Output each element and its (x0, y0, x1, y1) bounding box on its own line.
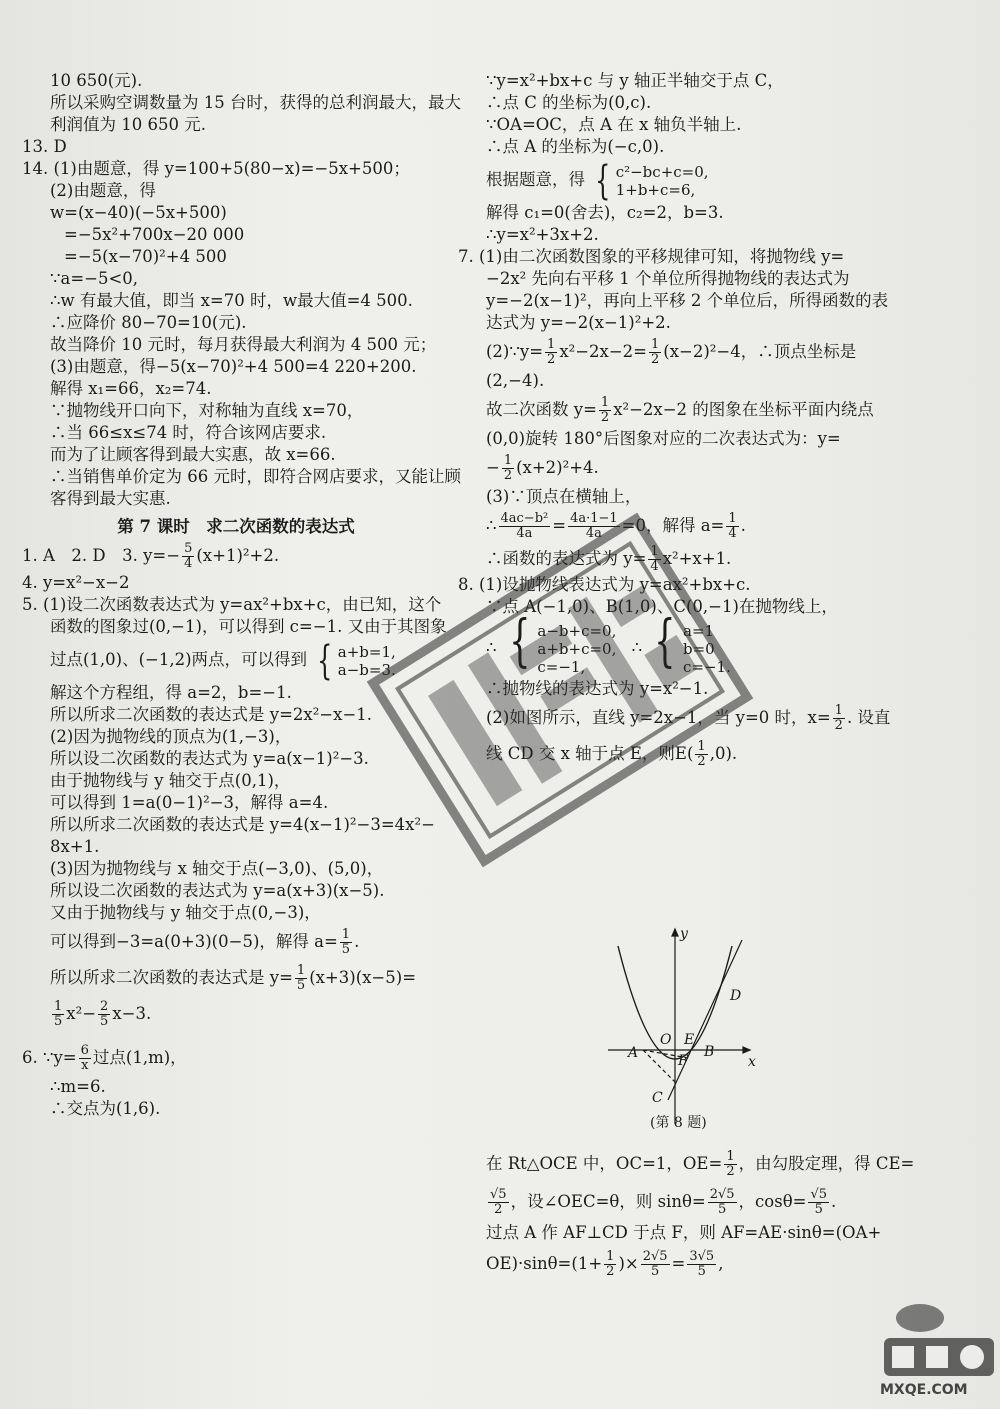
text-line: ∴y=x²+3x+2. (486, 225, 599, 244)
text-line: 利润值为 10 650 元. (50, 115, 206, 134)
left-column (22, 70, 461, 1120)
answer-8: 8. (1)设抛物线表达式为 y=ax²+bx+c. (458, 575, 751, 594)
answer-6: 6. ∵y= $\frac{6}{x}$ 过点(1,m)， (22, 1043, 187, 1073)
equation-line: w=(x−40)(−5x+500) (50, 203, 227, 222)
text-line: − $\frac{1}{2}$ (x+2)²+4. (486, 453, 599, 483)
line-cd (668, 940, 742, 1100)
equation-system: { c²−bc+c=0, 1+b+c=6, (595, 157, 709, 204)
label-e: E (684, 1032, 695, 1048)
text-line: (2,−4). (486, 371, 545, 390)
text-line: 所以采购空调数量为 15 台时，获得的总利润最大，最大 (50, 93, 461, 112)
label-a: A (628, 1045, 639, 1061)
text-line: ∴点 C 的坐标为(0,c). (486, 93, 652, 112)
text-line: 所以所求二次函数的表达式是 y=2x²−x−1. (50, 705, 373, 724)
label-d: D (730, 988, 742, 1004)
text-line: 所以设二次函数的表达式为 y=a(x−1)²−3. (50, 749, 369, 768)
text-line: 又由于抛物线与 y 轴交于点(0,−3)， (50, 903, 321, 922)
equation-line: =−5x²+700x−20 000 (64, 225, 245, 244)
text-line: 所以设二次函数的表达式为 y=a(x+3)(x−5). (50, 881, 385, 900)
text-line: (2)∵y= $\frac{1}{2}$ x²−2x−2= $\frac{1}{2}$ (x−2)²−4，∴顶点坐标是 (486, 337, 857, 367)
text-line: ∴点 A 的坐标为(−c,0). (486, 137, 665, 156)
text-line: 解得 x₁=66，x₂=74. (50, 379, 212, 398)
text-line: 所以所求二次函数的表达式是 y= $\frac{1}{5}$ (x+3)(x−5)= (50, 963, 417, 993)
text-line: 10 650(元). (50, 71, 143, 90)
text-line: (0,0)旋转 180°后图象对应的二次表达式为：y= (486, 429, 841, 448)
segment-ac (643, 1050, 675, 1082)
text-line: ∵y=x²+bx+c 与 y 轴正半轴交于点 C， (486, 71, 784, 90)
text-line: ∵抛物线开口向下，对称轴为直线 x=70， (50, 401, 364, 420)
text-line: ∴w 有最大值，即当 x=70 时，w最大值=4 500. (50, 291, 413, 310)
text-line: 函数的图象过(0,−1)，可以得到 c=−1. 又由于其图象 (50, 617, 447, 636)
answer-14: 14. (1)由题意，得 y=100+5(80−x)=−5x+500； (22, 159, 410, 178)
figure-caption: (第 8 题) (650, 1115, 707, 1131)
label-f: F (678, 1053, 688, 1069)
text-line: (3)因为抛物线与 x 轴交于点(−3,0)、(5,0)， (50, 859, 384, 878)
text-line: (2)由题意，得 (50, 181, 156, 200)
text-line: OE)·sinθ=(1+ $\frac{1}{2}$ )× $\frac{2√5}{5}$ = $\frac{3√5}{5}$ , (486, 1249, 724, 1279)
text-line: 故二次函数 y= $\frac{1}{2}$ x²−2x−2 的图象在坐标平面内绕点 (486, 395, 874, 425)
site-watermark-text: MXQE.COM (880, 1382, 968, 1398)
text-line: 解得 c₁=0(舍去)，c₂=2，b=3. (486, 203, 724, 222)
text-line: 达式为 y=−2(x−1)²+2. (486, 313, 671, 332)
equation-line: =−5(x−70)²+4 500 (64, 247, 227, 266)
text-line: 8x+1. (50, 837, 100, 856)
y-axis-arrow (672, 929, 678, 936)
text-line: 客得到最大实惠. (50, 489, 171, 508)
text-line: 可以得到−3=a(0+3)(0−5)，解得 a= $\frac{1}{5}$ . (50, 927, 360, 957)
text-line: 而为了让顾客得到最大实惠，故 x=66. (50, 445, 336, 464)
text-line: ∴应降价 80−70=10(元). (50, 313, 247, 332)
text-line: (3)∵顶点在横轴上， (486, 487, 642, 506)
label-b: B (704, 1044, 715, 1060)
text-line: y=−2(x−1)²，再向上平移 2 个单位后，所得函数的表 (486, 291, 889, 310)
parabola-figure (600, 924, 770, 1136)
label-y: y (680, 926, 688, 942)
text-line: ∴当销售单价定为 66 元时，即符合网店要求，又能让顾 (50, 467, 461, 486)
answer-7: 7. (1)由二次函数图象的平移规律可知，将抛物线 y= (458, 247, 845, 266)
text-line: ∴抛物线的表达式为 y=x²−1. (486, 679, 709, 698)
text-line-with-system: 过点(1,0)、(−1,2)两点，可以得到 { a+b=1, a−b=3. (50, 637, 396, 684)
equation-system: { a=1 b=0 c=−1. (654, 608, 731, 676)
text-line: 可以得到 1=a(0−1)²−3，解得 a=4. (50, 793, 329, 812)
right-column-bottom (458, 1146, 915, 1284)
label-o: O (660, 1032, 672, 1048)
label-c: C (652, 1090, 663, 1106)
equation-systems: ∴ { a−b+c=0, a+b+c=0, c=−1, ∴ { a=1 b=0 c=−1. (486, 608, 731, 676)
text-line: ∵a=−5<0, (50, 269, 139, 288)
right-column (458, 70, 891, 772)
answers-1-3: 1. A 2. D 3. y=− $\frac{5}{4}$ (x+1)²+2. (22, 541, 280, 571)
text-line: ∴ $\frac{\text{4ac−b²}}{4a}$ = $\frac{4a\cdot 1-1}{4a}$ =0，解得 a= $\frac{1}{4}$ . (486, 511, 746, 541)
text-line: ∴交点为(1,6). (50, 1099, 161, 1118)
answer-4: 4. y=x²−x−2 (22, 573, 130, 592)
text-line: 由于抛物线与 y 轴交于点(0,1)， (50, 771, 291, 790)
text-line: $\frac{1}{5}$ x²− $\frac{2}{5}$ x−3. (54, 999, 152, 1029)
text-line: $\frac{√5}{2}$ ，设∠OEC=θ，则 sinθ= $\frac{2√5}{5}$ ，cosθ= $\frac{√5}{5}$ . (490, 1187, 837, 1217)
text-line: (3)由题意，得−5(x−70)²+4 500=4 220+200. (50, 357, 417, 376)
text-line: (2)因为抛物线的顶点为(1,−3)， (50, 727, 292, 746)
text-line-with-system: 根据题意，得 { c²−bc+c=0, 1+b+c=6, (486, 157, 709, 204)
text-line: 在 Rt△OCE 中，OC=1，OE= $\frac{1}{2}$ ，由勾股定理，得 CE= (486, 1149, 915, 1179)
text-line: ∵点 A(−1,0)、B(1,0)、C(0,−1)在抛物线上， (486, 597, 838, 616)
text-line: ∵OA=OC，点 A 在 x 轴负半轴上. (486, 115, 742, 134)
text-line: 线 CD 交 x 轴于点 E，则E( $\frac{1}{2}$ ,0). (486, 739, 738, 769)
label-x: x (748, 1054, 756, 1070)
answer-5: 5. (1)设二次函数表达式为 y=ax²+bx+c，由已知，这个 (22, 595, 442, 614)
answer-13: 13. D (22, 137, 67, 156)
text-line: 过点 A 作 AF⊥CD 于点 F，则 AF=AE·sinθ=(OA+ (486, 1223, 882, 1242)
text-line: 所以所求二次函数的表达式是 y=4(x−1)²−3=4x²− (50, 815, 435, 834)
text-line: (2)如图所示，直线 y=2x−1，当 y=0 时，x= $\frac{1}{2}$ . 设直 (486, 703, 891, 733)
text-line: 解这个方程组，得 a=2，b=−1. (50, 683, 292, 702)
text-line: 故当降价 10 元时，每月获得最大利润为 4 500 元； (50, 335, 437, 354)
section-heading: 第 7 课时 求二次函数的表达式 (117, 517, 355, 536)
text-line: −2x² 先向右平移 1 个单位所得抛物线的表达式为 (486, 269, 850, 288)
text-line: ∴m=6. (50, 1077, 106, 1096)
equation-system: { a+b=1, a−b=3. (317, 637, 396, 684)
x-axis-arrow (743, 1047, 750, 1053)
text-line: ∴当 66≤x≤74 时，符合该网店要求. (50, 423, 327, 442)
equation-system: { a−b+c=0, a+b+c=0, c=−1, (508, 608, 617, 676)
text-line: ∴函数的表达式为 y= $\frac{1}{4}$ x²+x+1. (486, 544, 732, 574)
